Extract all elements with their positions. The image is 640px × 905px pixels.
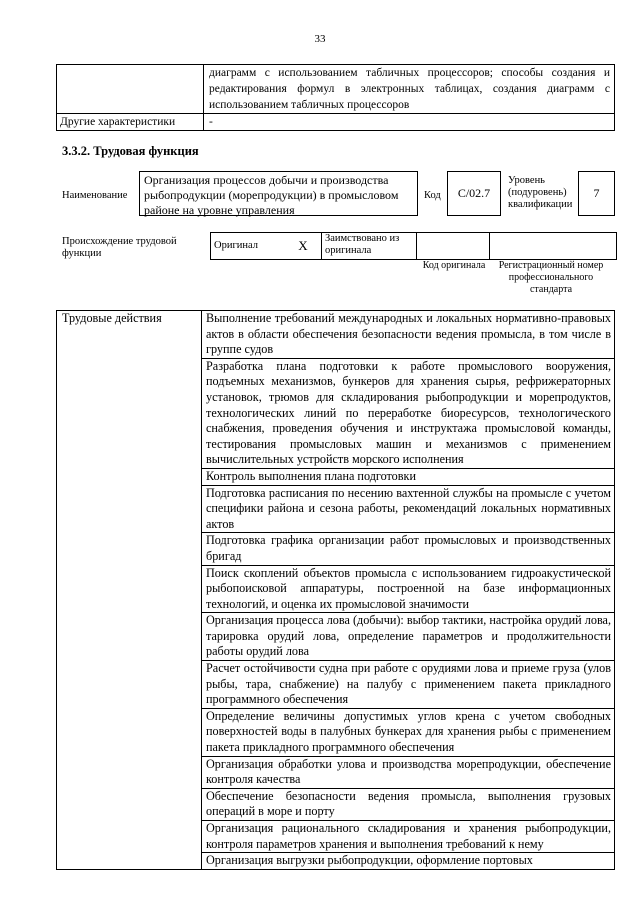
labour-actions-label: Трудовые действия	[57, 311, 202, 870]
other-characteristics-value: -	[204, 114, 615, 131]
continuation-table	[56, 64, 615, 131]
reg-caption: Регистрационный номер профессионального стандарта	[498, 260, 604, 295]
labour-action: Расчет остойчивости судна при работе с орудиями лова и приеме груза (улов рыбы, тара, снабжение) на палубу с применением пакета прикладного программного обеспечения	[202, 661, 615, 709]
labour-action: Организация рационального складирования и хранения рыбопродукции, контроля параметров хранения и выполнения требований к нему	[202, 821, 615, 853]
original-mark: X	[285, 233, 322, 260]
labour-actions-table	[56, 310, 615, 870]
function-code: C/02.7	[447, 171, 501, 216]
empty-cell	[57, 65, 204, 114]
labour-action: Разработка плана подготовки к работе промыслового вооружения, подъемных механизмов, бункеров для хранения сырья, рефрижераторных установок, трюмов для складирования рыбопродукции и морепродуктов, технологических линий по переработке биоресурсов, технологического снабжения, проведения обучения и инструктажа промысловой команды, тестирования промысловых машин и механизмов с применением вычислительных устройств морского исполнения	[202, 358, 615, 468]
labour-action: Организация выгрузки рыбопродукции, оформление портовых	[202, 853, 615, 870]
function-name: Организация процессов добычи и производства рыбопродукции (морепродукции) в промысловом районе на уровне управления	[139, 171, 418, 216]
code-caption: Код оригинала	[422, 260, 486, 271]
labour-action: Организация обработки улова и производства морепродукции, обеспечение контроля качества	[202, 756, 615, 788]
qualification-level: 7	[578, 171, 615, 216]
original-label: Оригинал	[211, 233, 286, 260]
origin-code-cell	[417, 233, 490, 260]
knowledge-text: диаграмм с использованием табличных процессоров; способы создания и редактирования формул в электронных таблицах, создания диаграмм с использованием табличных процессоров	[204, 65, 615, 114]
labour-action: Обеспечение безопасности ведения промысла, выполнения грузовых операций в море и порту	[202, 788, 615, 820]
page-number: 33	[314, 33, 326, 45]
code-label: Код	[424, 190, 441, 201]
origin-table	[210, 232, 617, 260]
level-label: Уровень (подуровень) квалификации	[508, 175, 573, 210]
origin-label: Происхождение трудовой функции	[62, 236, 177, 259]
labour-action: Контроль выполнения плана подготовки	[202, 468, 615, 485]
other-characteristics-label: Другие характеристики	[57, 114, 204, 131]
section-title: 3.3.2. Трудовая функция	[62, 144, 199, 158]
borrowed-label: Заимствовано из оригинала	[322, 233, 417, 260]
labour-action: Организация процесса лова (добычи): выбор тактики, настройка орудий лова, тарировка орудий лова, определение параметров и продолжительности работы орудий лова	[202, 613, 615, 661]
labour-action: Поиск скоплений объектов промысла с использованием гидроакустической рыбопоисковой аппаратуры, построенной на базе информационных технологий, и оценка их промысловой значимости	[202, 565, 615, 613]
reg-number-cell	[490, 233, 617, 260]
labour-action: Определение величины допустимых углов крена с учетом свободных поверхностей воды в палубных бункерах для хранения рыбы с применением пакета прикладного программного обеспечения	[202, 708, 615, 756]
labour-action: Подготовка расписания по несению вахтенной службы на промысле с учетом специфики района и сезона работы, рекомендаций локальных нормативных актов	[202, 485, 615, 533]
name-label: Наименование	[62, 190, 128, 201]
labour-action: Выполнение требований международных и локальных нормативно-правовых актов в области обеспечения безопасности ведения промысла, в том числе в группе судов	[202, 311, 615, 359]
labour-action: Подготовка графика организации работ промысловых и производственных бригад	[202, 533, 615, 565]
